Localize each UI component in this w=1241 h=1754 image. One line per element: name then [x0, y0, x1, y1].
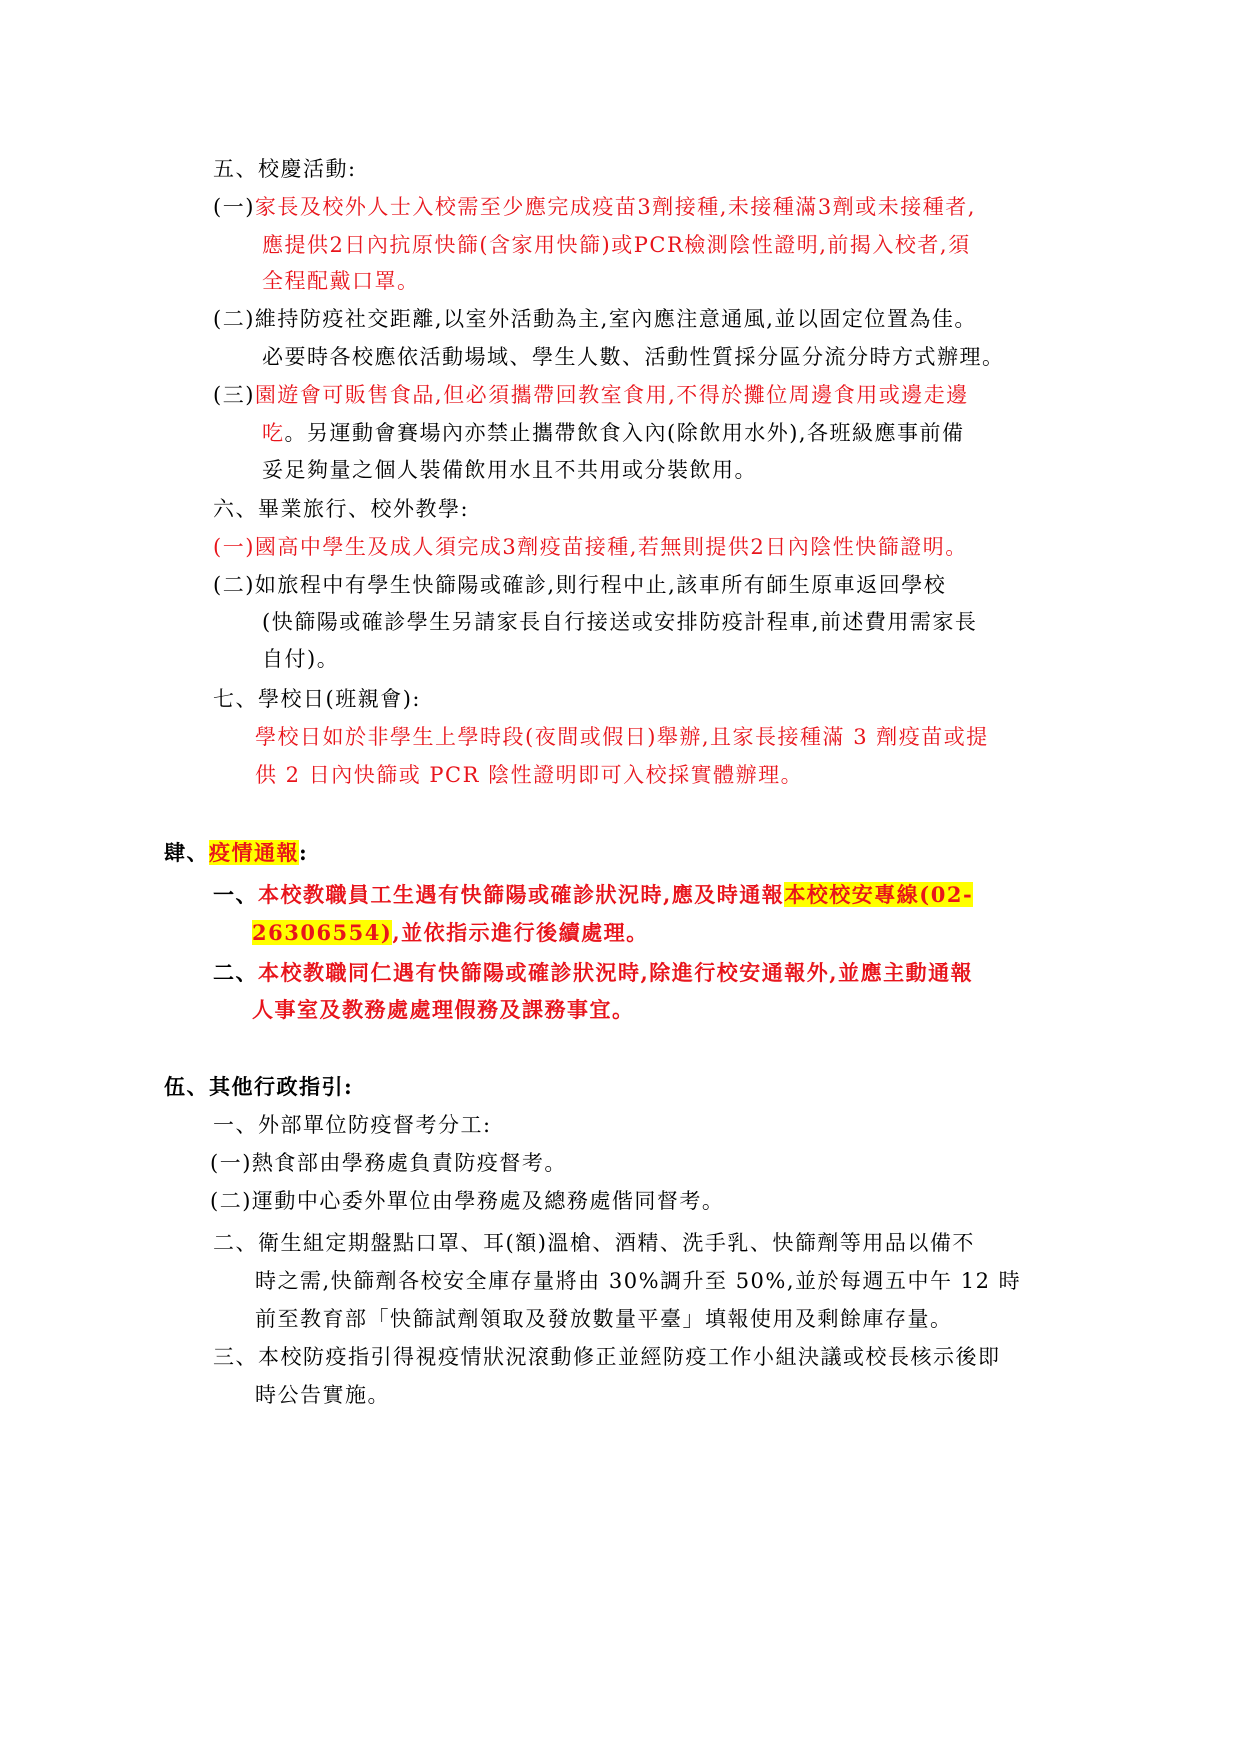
- chapter-number: 肆、: [164, 840, 209, 865]
- hotline-number-highlighted: 26306554): [252, 920, 393, 945]
- section-heading-graduation-trip: 六、畢業旅行、校外教學:: [213, 497, 470, 521]
- list-item: 一、外部單位防疫督考分工:: [213, 1113, 492, 1137]
- item-text: 維持防疫社交距離,以室外活動為主,室內應注意通風,並以固定位置為佳。: [254, 307, 977, 331]
- item-text-continued: 前至教育部「快篩試劑領取及發放數量平臺」填報使用及剩餘庫存量。: [255, 1307, 953, 1331]
- section-heading-school-anniversary: 五、校慶活動:: [213, 157, 357, 181]
- item-label: (二): [213, 307, 255, 331]
- list-item: [213, 958, 973, 988]
- item-label: 二、: [213, 960, 258, 985]
- item-text-continued: 全程配戴口罩。: [262, 269, 420, 293]
- item-text-continued: 妥足夠量之個人裝備飲用水且不共用或分裝飲用。: [262, 458, 757, 482]
- chapter-heading-epidemic-report: [164, 838, 308, 868]
- item-text-continued: [252, 918, 649, 948]
- item-text-continued: 必要時各校應依活動場域、學生人數、活動性質採分區分流分時方式辦理。: [262, 345, 1005, 369]
- item-text: 本校教職員工生遇有快篩陽或確診狀況時,應及時通報: [258, 882, 785, 907]
- list-item: [213, 192, 976, 222]
- item-text: 如旅程中有學生快篩陽或確診,則行程中止,該車所有師生原車返回學校: [254, 573, 947, 597]
- list-item: 三、本校防疫指引得視疫情狀況滾動修正並經防疫工作小組決議或校長核示後即: [213, 1345, 1001, 1369]
- item-text: 本校教職同仁遇有快篩陽或確診狀況時,除進行校安通報外,並應主動通報: [258, 960, 974, 985]
- chapter-title-highlighted: 疫情通報: [209, 840, 299, 865]
- item-text-continued: 自付)。: [262, 647, 340, 671]
- paragraph: 學校日如於非學生上學時段(夜間或假日)舉辦,且家長接種滿 3 劑疫苗或提: [255, 725, 989, 749]
- item-text-red: 吃: [262, 421, 285, 445]
- list-item: [213, 880, 973, 910]
- item-label: (一): [213, 195, 255, 219]
- chapter-heading-other-guidelines: 伍、其他行政指引:: [164, 1074, 354, 1099]
- list-item: (一)熱食部由學務處負責防疫督考。: [210, 1151, 567, 1175]
- list-item: 二、衛生組定期盤點口罩、耳(額)溫槍、酒精、洗手乳、快篩劑等用品以備不: [213, 1231, 975, 1255]
- item-text: 園遊會可販售食品,但必須攜帶回教室食用,不得於攤位周邊食用或邊走邊: [254, 383, 969, 407]
- list-item: [213, 380, 969, 410]
- item-label: 一、: [213, 882, 258, 907]
- item-text-continued: 時之需,快篩劑各校安全庫存量將由 30%調升至 50%,並於每週五中午 12 時: [255, 1269, 1022, 1293]
- item-text-continued: 人事室及教務處處理假務及課務事宜。: [252, 997, 635, 1022]
- item-text-continued: 應提供2日內抗原快篩(含家用快篩)或PCR檢測陰性證明,前揭入校者,須: [262, 233, 971, 257]
- item-text-continued: [262, 418, 965, 448]
- section-heading-school-day: 七、學校日(班親會):: [213, 687, 421, 711]
- hotline-highlighted: 本校校安專線(02-: [784, 882, 974, 907]
- item-label: (三): [213, 383, 255, 407]
- item-text-continued: 時公告實施。: [255, 1383, 390, 1407]
- item-label: (二): [213, 573, 255, 597]
- item-text: ,並依指示進行後續處理。: [392, 920, 649, 945]
- list-item: (二)運動中心委外單位由學務處及總務處偕同督考。: [210, 1189, 725, 1213]
- chapter-colon: :: [299, 840, 309, 865]
- list-item: (一)國高中學生及成人須完成3劑疫苗接種,若無則提供2日內陰性快篩證明。: [213, 535, 968, 559]
- item-text: 。另運動會賽場內亦禁止攜帶飲食入內(除飲用水外),各班級應事前備: [284, 421, 965, 445]
- list-item: [213, 570, 946, 600]
- paragraph: 供 2 日內快篩或 PCR 陰性證明即可入校採實體辦理。: [255, 763, 804, 787]
- list-item: [213, 304, 977, 334]
- item-text: 家長及校外人士入校需至少應完成疫苗3劑接種,未接種滿3劑或未接種者,: [254, 195, 976, 219]
- item-text-continued: (快篩陽或確診學生另請家長自行接送或安排防疫計程車,前述費用需家長: [262, 610, 978, 634]
